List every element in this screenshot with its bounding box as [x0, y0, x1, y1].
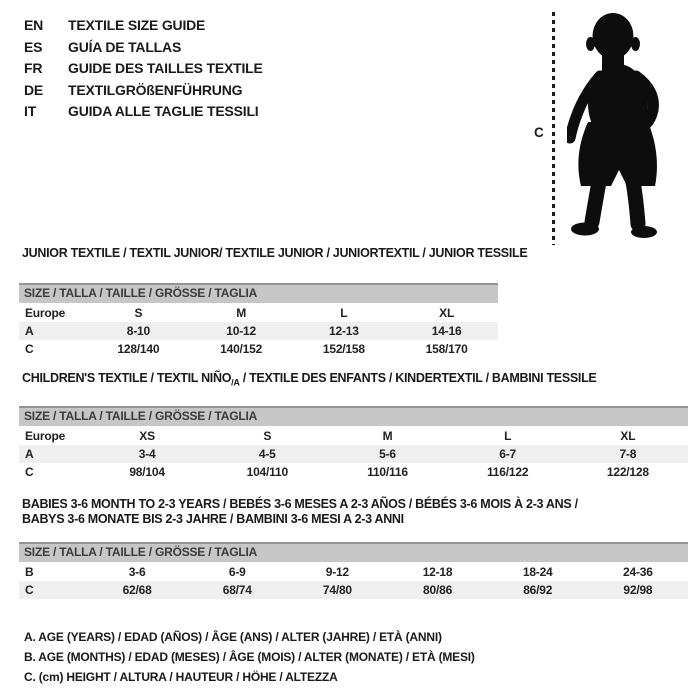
size-value: 9-12 [325, 565, 349, 579]
size-value: 158/170 [425, 342, 468, 356]
footnote: A. AGE (YEARS) / EDAD (AÑOS) / ÂGE (ANS) / ALTER (JAHRE) / ETÀ (ANNI) [24, 630, 442, 644]
title-text: CHILDREN'S TEXTILE / TEXTIL NIÑO [22, 371, 232, 385]
size-value: 80/86 [423, 583, 453, 597]
language-row [24, 80, 263, 102]
row-label: C [25, 464, 34, 479]
footnote: C. (cm) HEIGHT / ALTURA / HAUTEUR / HÖHE / ALTEZZA [24, 670, 338, 684]
size-value: 24-36 [623, 565, 653, 579]
row-label: Europe [25, 306, 66, 320]
size-value: XS [139, 428, 155, 443]
language-row [24, 58, 263, 80]
size-value: 5-6 [379, 446, 396, 461]
size-value: 152/158 [322, 342, 365, 356]
children-size-header-bar: SIZE / TALLA / TAILLE / GRÖSSE / TAGLIA [19, 406, 688, 426]
table-title-line [22, 512, 688, 527]
size-value: 18-24 [522, 565, 553, 579]
size-value: 62/68 [122, 583, 152, 597]
row-label: A [25, 446, 34, 461]
row-label: Europe [25, 428, 66, 443]
title-text: BABYS 3-6 MONATE BIS 2-3 JAHRE / BAMBINI 3-6 MESI A 2-3 ANNI [22, 512, 404, 526]
table-row [19, 563, 688, 581]
size-value: 12-18 [422, 565, 453, 579]
size-value: 14-16 [431, 324, 462, 338]
junior-textile-section [19, 246, 528, 358]
language-label: GUIDE DES TAILLES TEXTILE [68, 60, 263, 76]
size-value: 110/116 [367, 464, 408, 479]
title-subscript: /A [231, 377, 240, 388]
size-value: XL [620, 428, 636, 443]
row-label: A [25, 324, 34, 338]
children-size-table [19, 427, 688, 481]
language-row [24, 101, 263, 123]
footnote: B. AGE (MONTHS) / EDAD (MESES) / ÂGE (MOIS) / ALTER (MONATE) / ETÀ (MESI) [24, 650, 475, 664]
table-row [19, 581, 688, 599]
size-value: 128/140 [117, 342, 160, 356]
language-label: TEXTILE SIZE GUIDE [68, 17, 206, 33]
size-value: 140/152 [220, 342, 263, 356]
language-code: ES [24, 38, 43, 55]
language-row [24, 37, 263, 59]
row-label: C [25, 583, 34, 597]
height-measure-dashed-line [552, 12, 555, 245]
size-value: 3-4 [138, 446, 156, 461]
children-table-title [22, 371, 688, 391]
size-value: L [504, 428, 512, 443]
size-value: M [236, 306, 247, 320]
table-title-line [22, 371, 688, 391]
size-value: 92/98 [623, 583, 653, 597]
size-value: 10-12 [226, 324, 256, 338]
title-text: BABIES 3-6 MONTH TO 2-3 YEARS / BEBÉS 3-6 MESES A 2-3 AÑOS / BÉBÉS 3-6 MOIS À 2-3 ANS / [22, 497, 578, 511]
language-code: DE [24, 81, 44, 98]
toddler-silhouette-icon [567, 12, 659, 238]
size-value: 6-7 [499, 446, 517, 461]
language-code: EN [24, 17, 44, 33]
babies-textile-section [19, 497, 688, 599]
size-value: XL [439, 306, 455, 320]
size-value: 68/74 [222, 583, 252, 597]
size-value: 12-13 [329, 324, 359, 338]
size-value: 86/92 [523, 583, 553, 597]
babies-table-title [22, 497, 688, 527]
table-row [19, 322, 498, 340]
junior-table-title [22, 246, 528, 261]
size-value: 116/122 [486, 464, 529, 479]
size-value: 3-6 [128, 565, 146, 579]
size-value: L [340, 306, 348, 320]
babies-size-header-bar: SIZE / TALLA / TAILLE / GRÖSSE / TAGLIA [19, 542, 688, 562]
table-row [19, 445, 688, 463]
table-title-line [22, 497, 688, 512]
table-row [19, 340, 498, 358]
language-code: FR [24, 60, 43, 76]
size-value: 4-5 [258, 446, 276, 461]
size-value: M [382, 428, 393, 443]
language-row [24, 15, 263, 37]
size-value: S [134, 306, 143, 320]
size-value: S [263, 428, 272, 443]
junior-size-table [19, 304, 498, 358]
table-row [19, 463, 688, 481]
row-label: C [25, 342, 34, 356]
size-value: 7-8 [619, 446, 637, 461]
size-value: 6-9 [228, 565, 246, 579]
size-value: 104/110 [246, 464, 288, 479]
language-code: IT [24, 103, 37, 119]
table-row [19, 427, 688, 445]
language-label: GUIDA ALLE TAGLIE TESSILI [68, 103, 259, 119]
size-value: 122/128 [606, 464, 649, 479]
title-text: JUNIOR TEXTILE / TEXTIL JUNIOR/ TEXTILE JUNIOR / JUNIORTEXTIL / JUNIOR TESSILE [22, 246, 528, 260]
babies-size-table [19, 563, 688, 599]
language-label: TEXTILGRÖßENFÜHRUNG [68, 81, 243, 98]
children-textile-section [19, 371, 688, 481]
table-title-line [22, 246, 528, 261]
size-value: 8-10 [126, 324, 150, 338]
language-list [24, 15, 263, 123]
footnotes [24, 627, 475, 687]
language-label: GUÍA DE TALLAS [68, 38, 182, 55]
size-value: 98/104 [129, 464, 165, 479]
row-label: B [25, 565, 34, 579]
size-value: 74/80 [322, 583, 352, 597]
table-row [19, 304, 498, 322]
title-text: / TEXTILE DES ENFANTS / KINDERTEXTIL / BAMBINI TESSILE [239, 371, 597, 385]
height-measure-label: C [534, 125, 544, 140]
junior-size-header-bar: SIZE / TALLA / TAILLE / GRÖSSE / TAGLIA [19, 283, 498, 303]
